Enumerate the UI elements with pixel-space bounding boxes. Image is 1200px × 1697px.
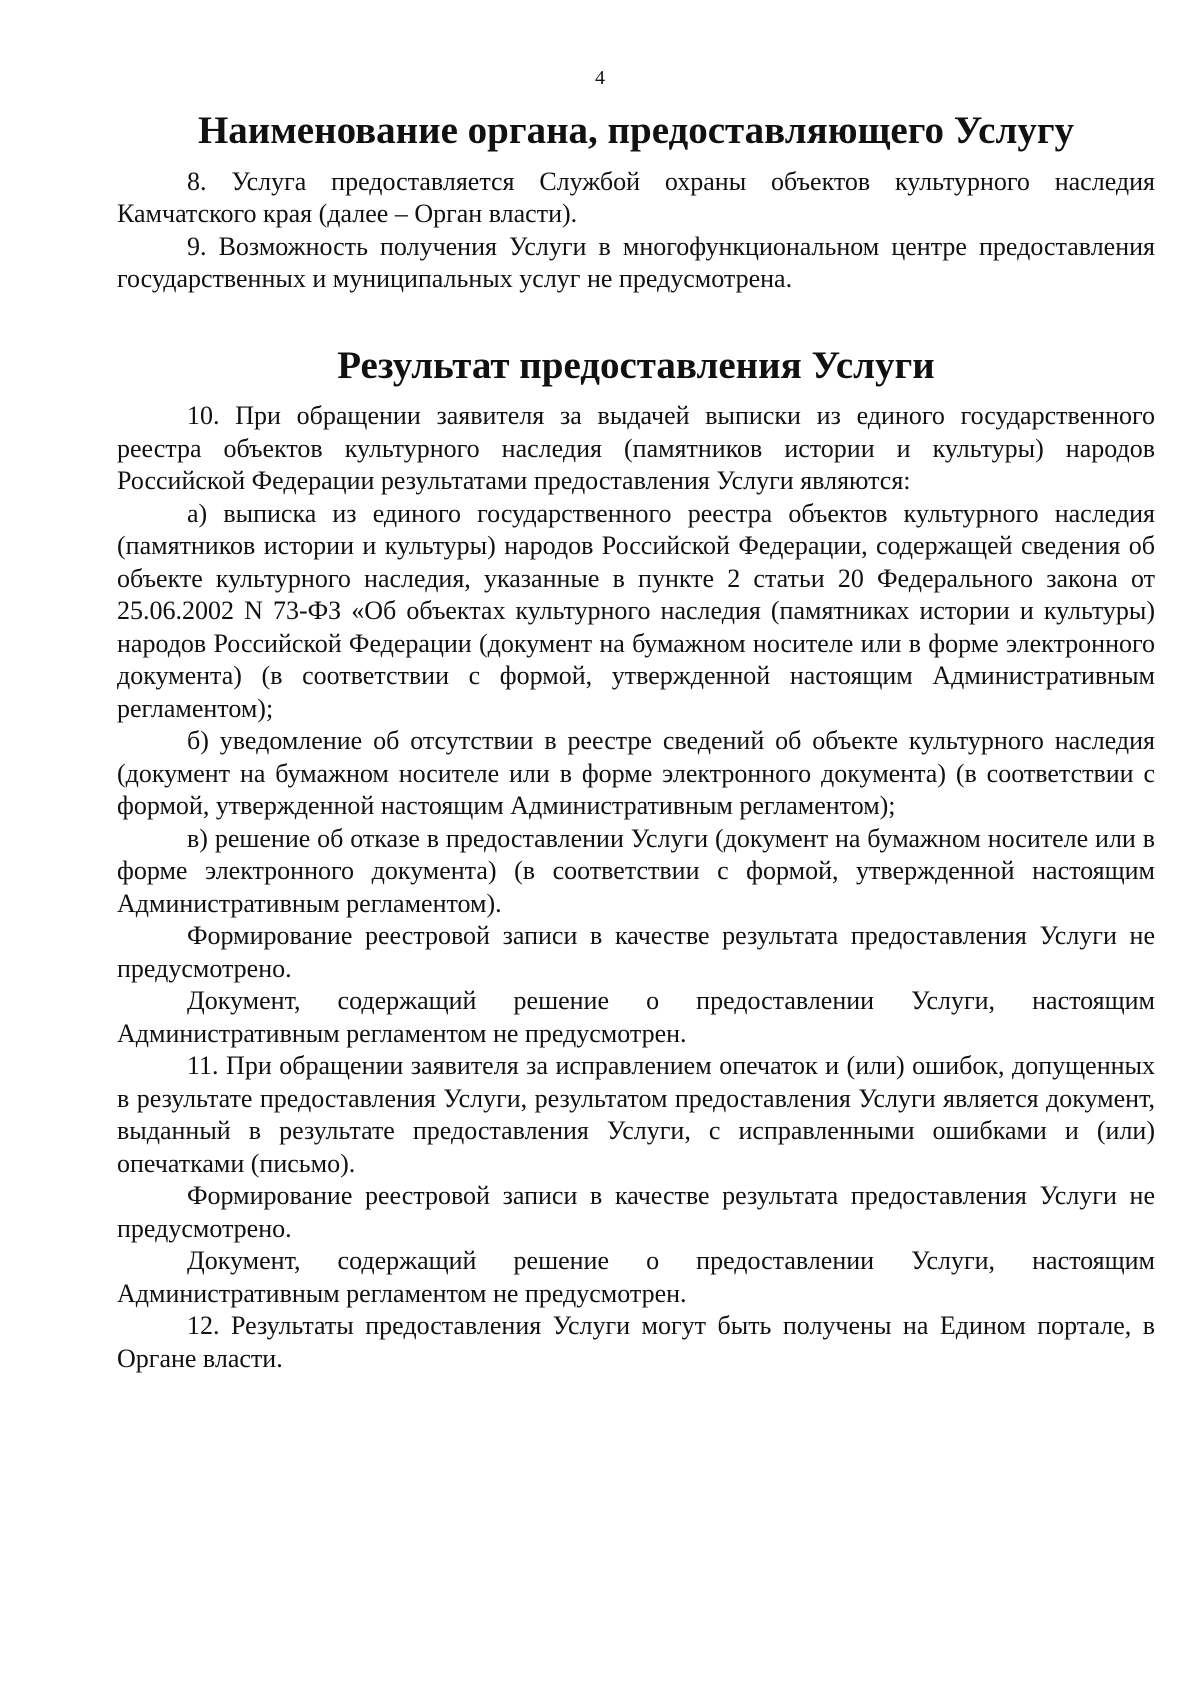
paragraph-10-document-note: Документ, содержащий решение о предоставлении Услуги, настоящим Административным регламентом не предусмотрен. bbox=[117, 986, 1155, 1048]
paragraph-8: 8. Услуга предоставляется Службой охраны объектов культурного наследия Камчатского края (далее – Орган власти). bbox=[117, 166, 1155, 228]
section-heading-service-provider: Наименование органа, предоставляющего Услугу bbox=[197, 109, 1075, 152]
paragraph-11-document-note: Документ, содержащий решение о предоставлении Услуги, настоящим Административным регламентом не предусмотрен. bbox=[117, 1246, 1155, 1308]
paragraph-9: 9. Возможность получения Услуги в многофункциональном центре предоставления государственных и муниципальных услуг не предусмотрена. bbox=[117, 231, 1155, 293]
paragraph-10: 10. При обращении заявителя за выдачей выписки из единого государственного реестра объектов культурного наследия (памятников истории и культуры) народов Российской Федерации результатами предоставления Услуги являются: bbox=[117, 401, 1155, 495]
paragraph-10-a: а) выписка из единого государственного реестра объектов культурного наследия (памятников истории и культуры) народов Российской Федерации, содержащей сведения об объекте культурного наследия, указанные в пункте 2 статьи 20 Федерального закона от 25.06.2002 N 73-ФЗ «Об объектах культурного наследия (памятниках истории и культуры) народов Российской Федерации (документ на бумажном носителе или в форме электронного документа) (в соответствии с формой, утвержденной настоящим Административным регламентом); bbox=[117, 498, 1155, 723]
paragraph-10-v: в) решение об отказе в предоставлении Услуги (документ на бумажном носителе или в форме электронного документа) (в соответствии с формой, утвержденной настоящим Административным регламентом). bbox=[117, 823, 1155, 918]
paragraph-10-registry-note: Формирование реестровой записи в качестве результата предоставления Услуги не предусмотрено. bbox=[117, 921, 1155, 983]
paragraph-12: 12. Результаты предоставления Услуги могут быть получены на Едином портале, в Органе власти. bbox=[117, 1311, 1155, 1373]
page-content bbox=[117, 109, 1155, 1375]
paragraph-10-b: б) уведомление об отсутствии в реестре сведений об объекте культурного наследия (документ на бумажном носителе или в форме электронного документа) (в соответствии с формой, утвержденной настоящим Административным регламентом); bbox=[117, 726, 1155, 820]
paragraph-11: 11. При обращении заявителя за исправлением опечаток и (или) ошибок, допущенных в результате предоставления Услуги, результатом предоставления Услуги является документ, выданный в результате предоставления Услуги, с исправленными ошибками и (или) опечатками (письмо). bbox=[117, 1051, 1155, 1178]
section-heading-service-result: Результат предоставления Услуги bbox=[337, 343, 935, 387]
paragraph-11-registry-note: Формирование реестровой записи в качестве результата предоставления Услуги не предусмотрено. bbox=[117, 1181, 1155, 1243]
page-number: 4 bbox=[595, 67, 605, 89]
